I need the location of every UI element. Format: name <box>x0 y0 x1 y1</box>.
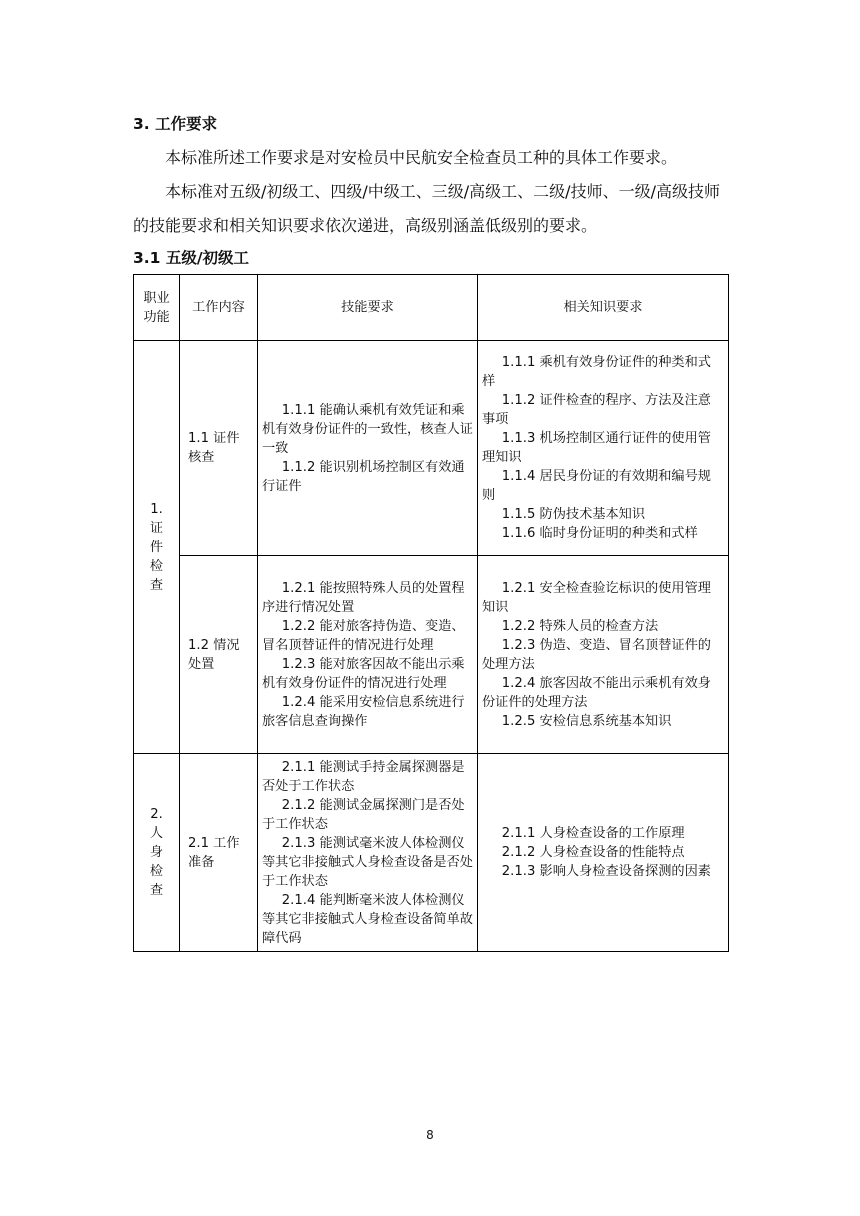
paragraph-2: 本标准对五级/初级工、四级/中级工、三级/高级工、二级/技师、一级/高级技师的技能要求和相关知识要求依次递进，高级别涵盖低级别的要求。 <box>133 182 720 235</box>
table-row <box>134 754 729 952</box>
paragraph-1: 本标准所述工作要求是对安检员中民航安全检查员工种的具体工作要求。 <box>165 148 678 167</box>
section-3-paragraphs <box>133 141 729 243</box>
knowledge-cell: 1.2.1 安全检查验讫标识的使用管理知识 1.2.2 特殊人员的检查方法 1.2.3 伪造、变造、冒名顶替证件的处理方法 1.2.4 旅客因故不能出示乘机有效身份证件的处理方法 1.2.5 安检信息系统基本知识 <box>478 556 729 754</box>
skills-cell: 2.1.1 能测试手持金属探测器是否处于工作状态 2.1.2 能测试金属探测门是否处于工作状态 2.1.3 能测试毫米波人体检测仪等其它非接触式人身检查设备是否处于工作状态 2.1.4 能判断毫米波人体检测仪等其它非接触式人身检查设备简单故障代码 <box>258 754 478 952</box>
table-row <box>134 556 729 754</box>
table-header-row <box>134 275 729 341</box>
header-skills: 技能要求 <box>258 275 478 341</box>
work-content-cell: 1.1 证件核查 <box>180 341 258 556</box>
section-3-heading: 3. 工作要求 <box>133 115 218 133</box>
skills-cell: 1.2.1 能按照特殊人员的处置程序进行情况处置 1.2.2 能对旅客持伪造、变造、冒名顶替证件的情况进行处理 1.2.3 能对旅客因故不能出示乘机有效身份证件的情况进行处理 1.2.4 能采用安检信息系统进行旅客信息查询操作 <box>258 556 478 754</box>
work-content-cell: 1.2 情况处置 <box>180 556 258 754</box>
function-cell-id-check: 1. 证 件 检 查 <box>134 341 180 754</box>
knowledge-cell: 1.1.1 乘机有效身份证件的种类和式样 1.1.2 证件检查的程序、方法及注意事项 1.1.3 机场控制区通行证件的使用管理知识 1.1.4 居民身份证的有效期和编号规则 1.1.5 防伪技术基本知识 1.1.6 临时身份证明的种类和式样 <box>478 341 729 556</box>
work-content-cell: 2.1 工作准备 <box>180 754 258 952</box>
function-cell-body-check: 2. 人 身 检 查 <box>134 754 180 952</box>
header-work-content: 工作内容 <box>180 275 258 341</box>
skills-cell: 1.1.1 能确认乘机有效凭证和乘机有效身份证件的一致性，核查人证一致 1.1.2 能识别机场控制区有效通行证件 <box>258 341 478 556</box>
header-function: 职业 功能 <box>134 275 180 341</box>
page-number: 8 <box>426 1128 434 1142</box>
requirements-table <box>133 274 729 952</box>
knowledge-cell: 2.1.1 人身检查设备的工作原理 2.1.2 人身检查设备的性能特点 2.1.3 影响人身检查设备探测的因素 <box>478 754 729 952</box>
header-knowledge: 相关知识要求 <box>478 275 729 341</box>
section-3-1-heading: 3.1 五级/初级工 <box>133 249 250 267</box>
table-row <box>134 341 729 556</box>
